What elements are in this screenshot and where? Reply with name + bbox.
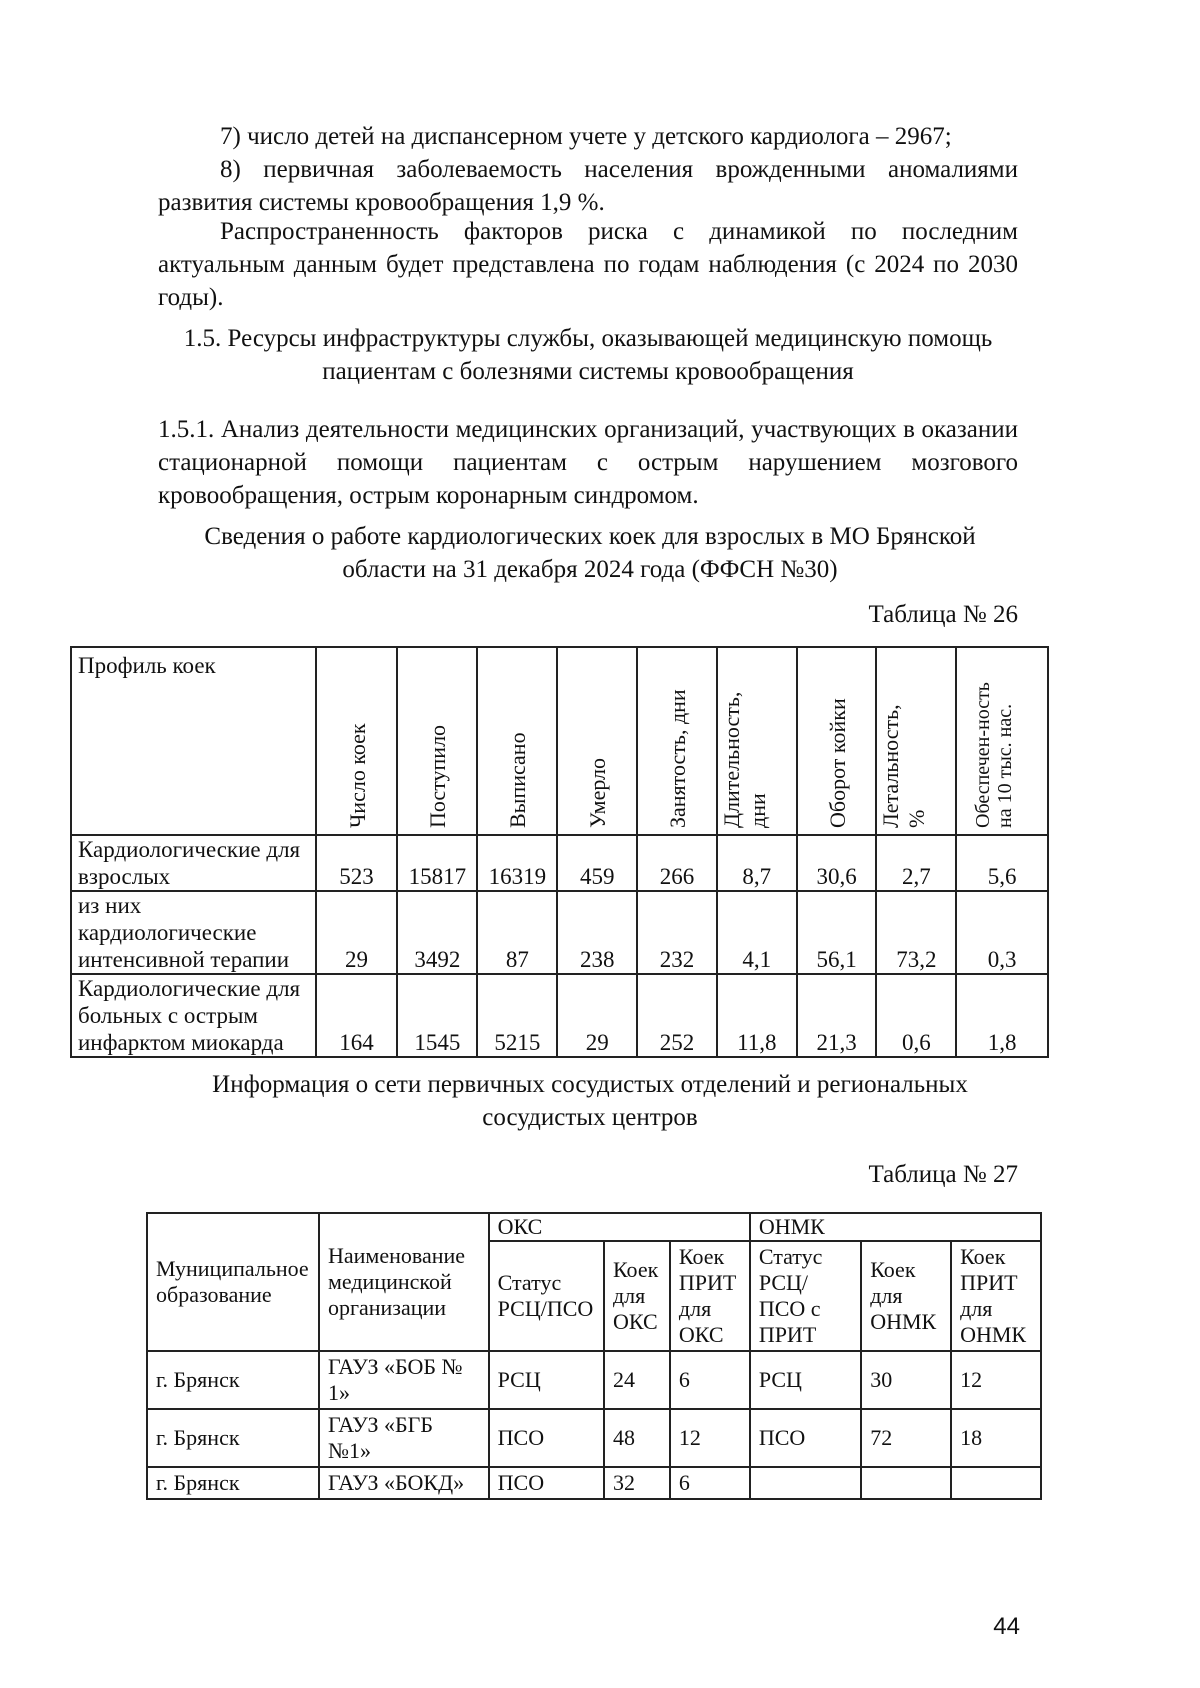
row-label: Кардиологические для больных с острым инфарктом миокарда: [71, 974, 316, 1057]
table27-caption: Информация о сети первичных сосудистых отделений и региональных сосудистых центров: [212, 1071, 968, 1131]
cell: 1,8: [956, 974, 1048, 1057]
table27-header-status-onmk: Статус РСЦ/ПСО с ПРИТ: [750, 1241, 861, 1351]
cell: ГАУЗ «БГБ №1»: [319, 1409, 489, 1467]
paragraph-item-8: 8) первичная заболеваемость населения врожденными аномалиями развития системы кровообращения 1,9 %.: [158, 156, 1018, 216]
cell: 232: [637, 891, 717, 974]
cell: 87: [477, 891, 557, 974]
cell: 56,1: [797, 891, 877, 974]
subsection-heading: 1.5.1. Анализ деятельности медицинских организаций, участвующих в оказании стационарной помощи пациентам с острым нарушением мозгового кровообращения, острым коронарным синдромом.: [158, 416, 1018, 509]
table27-group-onmk: ОНМК: [750, 1213, 1041, 1241]
cell: 6: [670, 1351, 750, 1409]
cell: [951, 1467, 1041, 1499]
table26-caption: Сведения о работе кардиологических коек для взрослых в МО Брянской области на 31 декабря 2024 года (ФФСН №30): [204, 523, 976, 583]
page-number: 44: [993, 1613, 1020, 1640]
table27-header-beds-oks: Коек для ОКС: [604, 1241, 670, 1351]
table27-header-beds-onmk: Коек для ОНМК: [861, 1241, 951, 1351]
table26-header-died: Умерло: [557, 647, 637, 835]
table-row: [71, 891, 1048, 974]
table26-header-beds: Число коек: [316, 647, 398, 835]
table27-header-municipality: Муниципальное образование: [147, 1213, 319, 1351]
cell: 523: [316, 835, 398, 891]
table27-number: Таблица № 27: [868, 1161, 1018, 1188]
cell: 12: [951, 1351, 1041, 1409]
row-label: из них кардиологические интенсивной терапии: [71, 891, 316, 974]
table26-header-profile: Профиль коек: [71, 647, 316, 835]
cell: 21,3: [797, 974, 877, 1057]
table27-header-status-oks: Статус РСЦ/ПСО: [489, 1241, 604, 1351]
table27-header-prit-onmk: Коек ПРИТ для ОНМК: [951, 1241, 1041, 1351]
cell: 2,7: [876, 835, 956, 891]
cell: г. Брянск: [147, 1467, 319, 1499]
table-row: [147, 1409, 1041, 1467]
cell: 164: [316, 974, 398, 1057]
cell: 16319: [477, 835, 557, 891]
cell: [750, 1467, 861, 1499]
cell: 1545: [397, 974, 477, 1057]
cell: г. Брянск: [147, 1409, 319, 1467]
cell: ПСО: [489, 1467, 604, 1499]
table-row: [71, 974, 1048, 1057]
cell: 72: [861, 1409, 951, 1467]
paragraph-item-7: 7) число детей на диспансерном учете у детского кардиолога – 2967;: [220, 123, 952, 150]
table26-header-lethality: Летальность, %: [876, 647, 956, 835]
cell: 12: [670, 1409, 750, 1467]
cell: РСЦ: [750, 1351, 861, 1409]
row-label: Кардиологические для взрослых: [71, 835, 316, 891]
table26-header-discharged: Выписано: [477, 647, 557, 835]
cell: 0,3: [956, 891, 1048, 974]
cell: 459: [557, 835, 637, 891]
table26-header-admitted: Поступило: [397, 647, 477, 835]
cell: ПСО: [750, 1409, 861, 1467]
cell: 4,1: [717, 891, 797, 974]
table27-group-row: [147, 1213, 1041, 1241]
table-row: [147, 1467, 1041, 1499]
cell: 32: [604, 1467, 670, 1499]
table26-header-duration: Длительность, дни: [717, 647, 797, 835]
table-row: [71, 835, 1048, 891]
cell: 73,2: [876, 891, 956, 974]
cell: 30,6: [797, 835, 877, 891]
cell: ПСО: [489, 1409, 604, 1467]
cell: 11,8: [717, 974, 797, 1057]
cell: 5,6: [956, 835, 1048, 891]
table26-number: Таблица № 26: [868, 601, 1018, 628]
cell: 29: [316, 891, 398, 974]
cell: РСЦ: [489, 1351, 604, 1409]
table-row: [147, 1351, 1041, 1409]
cell: 266: [637, 835, 717, 891]
section-heading: 1.5. Ресурсы инфраструктуры службы, оказывающей медицинскую помощь пациентам с болезнями системы кровообращения: [183, 325, 993, 385]
cell: 6: [670, 1467, 750, 1499]
cell: 252: [637, 974, 717, 1057]
cell: 8,7: [717, 835, 797, 891]
cell: ГАУЗ «БОКД»: [319, 1467, 489, 1499]
table27-header-prit-oks: Коек ПРИТ для ОКС: [670, 1241, 750, 1351]
cell: 238: [557, 891, 637, 974]
cell: 18: [951, 1409, 1041, 1467]
paragraph-risk-factors: Распространенность факторов риска с динамикой по последним актуальным данным будет представлена по годам наблюдения (с 2024 по 2030 годы).: [158, 218, 1018, 311]
cell: 48: [604, 1409, 670, 1467]
table-26: [70, 646, 1049, 1058]
table27-header-organization: Наименование медицинской организации: [319, 1213, 489, 1351]
cell: 0,6: [876, 974, 956, 1057]
table-27: [146, 1212, 1042, 1500]
cell: 15817: [397, 835, 477, 891]
table26-header-row: [71, 647, 1048, 835]
cell: 5215: [477, 974, 557, 1057]
table27-group-oks: ОКС: [489, 1213, 750, 1241]
cell: 29: [557, 974, 637, 1057]
table26-header-turnover: Оборот койки: [797, 647, 877, 835]
table26-header-provision: Обеспечен-ность на 10 тыс. нас.: [956, 647, 1048, 835]
table26-header-occupancy: Занятость, дни: [637, 647, 717, 835]
cell: 24: [604, 1351, 670, 1409]
cell: [861, 1467, 951, 1499]
cell: 3492: [397, 891, 477, 974]
cell: г. Брянск: [147, 1351, 319, 1409]
cell: ГАУЗ «БОБ № 1»: [319, 1351, 489, 1409]
cell: 30: [861, 1351, 951, 1409]
